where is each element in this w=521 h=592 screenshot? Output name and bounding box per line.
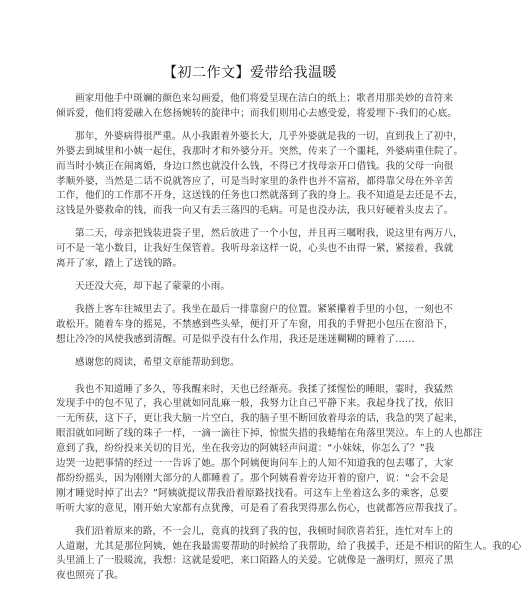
text-line: 离开了家，踏上了送钱的路。 xyxy=(56,258,183,270)
text-line: 都纷纷摇头，因为刚刚大部分的人都睡着了。那个阿姨看着旁边开着的窗户，说：“会不会是 xyxy=(56,472,449,484)
text-line: 这钱是外婆救命的钱，而我一向又有丢三落四的毛病。可是也没办法，我只好硬着头皮去了。 xyxy=(56,205,454,217)
text-line: 眼泪就如同断了线的珠子一样，一滴一滴往下掉，惊慌失措的我蜷缩在角落里哭泣。车上的人也都注 xyxy=(56,428,483,440)
text-line: 工作，他们的工作那不开身，这送钱的任务也口然就落到了我的身上。我不知道是去还是不去， xyxy=(56,190,464,202)
text-line: 孝顺外婆，当然是二话不说就答应了，可是当时家里的条件也并不富裕，都得靠父母在外辛苦 xyxy=(56,175,454,187)
text-line: 那年，外婆病得很严重。从小我跟着外婆长大，几乎外婆就是我的一切，直到我上了初中， xyxy=(75,130,463,142)
text-line: 想让冷冷的风使我感到清醒。可是似乎没有什么作用，我还是迷迷糊糊的睡着了…… xyxy=(56,333,415,345)
text-line: 人道谢，尤其是那位阿姨，她在我最需要帮助的时候给了我帮助，给了我援手，还是不相识的陌生人。我的心 xyxy=(56,540,521,552)
text-line: 天还没大亮，却下起了蒙蒙的小雨。 xyxy=(75,280,231,292)
article-body xyxy=(56,92,521,592)
paragraph-1 xyxy=(56,92,458,122)
text-line: 敢松开。随着车身的摇晃，不禁感到些头晕，便打开了车窗，用我的手臂把小包压在窗沿下， xyxy=(56,318,454,330)
text-line: 第二天，母亲把钱装进袋子里，然后放进了一个小包，并且再三嘱咐我，说这里有两万八， xyxy=(75,228,463,240)
paragraph-5 xyxy=(56,303,454,348)
text-line: 听听大家的意见，刚开始大家都有点犹豫，可是看了看我哭得那么伤心，也就都答应帮我找了。 xyxy=(56,502,464,514)
text-line: 边哭一边把事情的经过一一告诉了她。那个阿姨便询问车上的人知不知道我的包去哪了，大家 xyxy=(56,458,454,470)
paragraph-2 xyxy=(56,130,464,219)
paragraph-3 xyxy=(56,227,463,272)
text-line: 意到了我，纷纷投来关切的目光，坐在我旁边的阿姨轻声问道：“小妹妹，你怎么了？”我 xyxy=(56,443,435,455)
paragraph-4 xyxy=(56,280,446,295)
text-line: 头里涌上了一股暖流，我想：这就是爱吧，来口陌路人的关爱。它就像是一盏明灯，照亮了黑 xyxy=(56,555,454,567)
paragraph-7 xyxy=(56,383,483,517)
paragraph-8 xyxy=(56,525,521,585)
text-line: 感谢您的阅读，希望文章能帮助到您。 xyxy=(75,356,240,368)
text-line: 刚才睡觉时掉了出去？”阿姨就提议帮我沿着原路找找看。可这车上坐着这么多的乘客，总要 xyxy=(56,487,449,499)
text-line: 我们沿着原来的路，不一会儿，竟真的找到了我的包，我顿时间欣喜若狂，连忙对车上的 xyxy=(75,525,454,537)
text-line: 发现手中的包不见了，我心里就如同乱麻一般，我努力让自己平静下来。我起身找了找，依旧 xyxy=(56,398,454,410)
text-line: 而当时小姨正在闹离婚，身边口然也就没什么钱，不得已才找母亲开口借钱。我的父母一向很 xyxy=(56,160,454,172)
text-line: 外婆去到城里和小姨一起住，我那时才和外婆分开。突然，传来了一个噩耗，外婆病重住院了。 xyxy=(56,145,464,157)
text-line: 我也不知道睡了多久，等我醒来时，天也已经渐亮。我揉了揉惺忪的睡眼，霎时，我猛然 xyxy=(75,383,454,395)
text-line: 一无所获，这下子，更让我大脑一片空白，我的脑子里不断回放着母亲的话，我急的哭了起来， xyxy=(56,413,464,425)
paragraph-6 xyxy=(56,356,446,371)
text-line: 可不是一笔小数目，让我好生保管着。我听母亲这样一说，心头也不由得一紧，紧接着，我就 xyxy=(56,243,454,255)
article-title: 【初二作文】爱带给我温暖 xyxy=(163,65,337,81)
text-line: 我搭上客车往城里去了。我坐在最后一排靠窗户的位置。紧紧攥着手里的小包，一刻也不 xyxy=(75,303,454,315)
text-line: 夜也照亮了我。 xyxy=(56,570,124,582)
text-line: 倾诉爱，他们将爱融入在悠扬婉转的旋律中；而我们则用心去感受爱，将爱埋下-我们的心底。 xyxy=(56,107,458,119)
text-line: 画家用他手中斑斓的颜色来勾画爱，他们将爱呈现在洁白的纸上；歌者用那美妙的音符来 xyxy=(75,93,454,104)
